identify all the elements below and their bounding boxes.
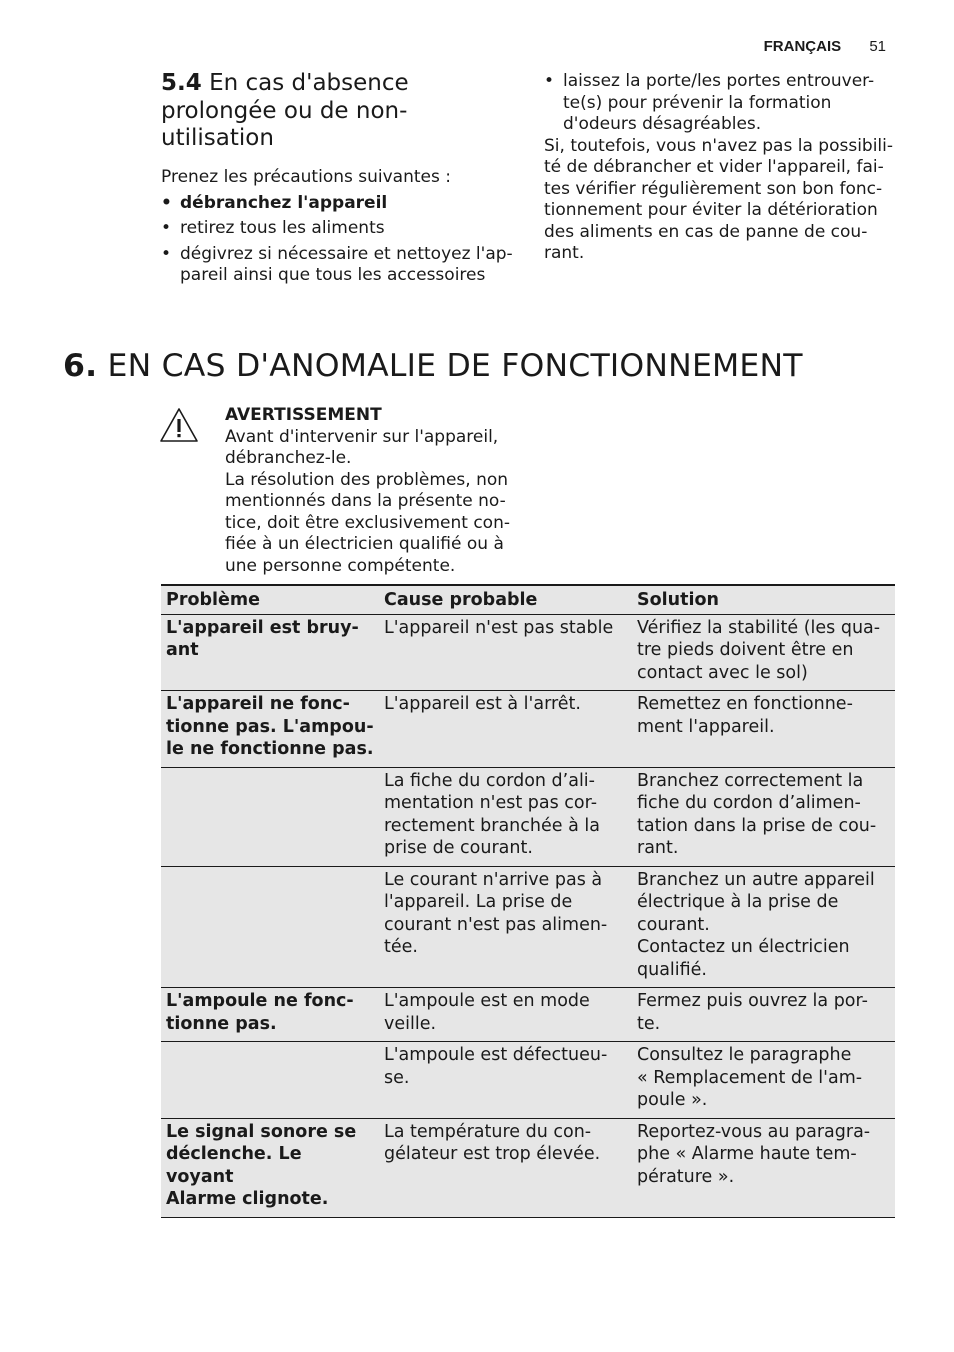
door-list: [544, 71, 904, 136]
problem-cell: L'ampoule ne fonc- tionne pas.: [161, 988, 379, 1042]
page-header: [764, 38, 886, 55]
warning-block: [225, 405, 525, 577]
table-row: [161, 691, 895, 768]
cause-cell: L'appareil est à l'arrêt.: [379, 691, 632, 768]
cause-cell: L'appareil n'est pas stable: [379, 614, 632, 691]
table-row: [161, 988, 895, 1042]
problem-cell: Le signal sonore se déclenche. Le voyant Alarme clignote.: [161, 1118, 379, 1217]
solution-cell: Branchez un autre appareil électrique à la prise de courant. Contactez un électricien qualifié.: [632, 866, 895, 988]
cause-cell: Le courant n'arrive pas à l'appareil. La prise de courant n'est pas alimen- tée.: [379, 866, 632, 988]
warning-triangle-icon: [159, 407, 199, 443]
cause-cell: La fiche du cordon d’ali- mentation n'est pas cor- rectement branchée à la prise de courant.: [379, 767, 632, 866]
table-row: [161, 1042, 895, 1119]
problem-cell: [161, 1042, 379, 1119]
warning-title: AVERTISSEMENT: [225, 405, 382, 425]
column-header-problem: Problème: [161, 585, 379, 614]
page-number: 51: [869, 38, 886, 55]
column-header-cause: Cause probable: [379, 585, 632, 614]
absence-paragraph: Si, toutefois, vous n'avez pas la possibili- té de débrancher et vider l'appareil, fai- tes vérifier régulièrement son bon fonc- tionnement pour éviter la détérioration des aliments en cas de panne de cou- rant.: [544, 135, 894, 263]
header-language: FRANÇAIS: [763, 38, 842, 55]
section-6-heading: [63, 346, 803, 386]
heading-line: prolongée ou de non-: [161, 97, 408, 124]
solution-cell: Fermez puis ouvrez la por- te.: [632, 988, 895, 1042]
list-item: • dégivrez si nécessaire et nettoyez l'ap- pareil ainsi que tous les accessoires: [161, 244, 521, 287]
section-6-title: EN CAS D'ANOMALIE DE FONCTIONNEMENT: [107, 348, 803, 384]
cause-cell: L'ampoule est défectueu- se.: [379, 1042, 632, 1119]
list-item: • laissez la porte/les portes entrouver- te(s) pour prévenir la formation d'odeurs désagréables.: [544, 71, 904, 136]
precautions-list: [161, 193, 521, 287]
troubleshooting-table: [161, 584, 895, 1218]
section-5-4-heading: [161, 70, 501, 153]
solution-cell: Vérifiez la stabilité (les qua- tre pieds doivent être en contact avec le sol): [632, 614, 895, 691]
section-5-4-number: 5.4: [161, 70, 202, 96]
intro-text: Prenez les précautions suivantes :: [161, 167, 451, 187]
table-row: [161, 767, 895, 866]
cause-cell: L'ampoule est en mode veille.: [379, 988, 632, 1042]
solution-cell: Reportez-vous au paragra- phe « Alarme haute tem- pérature ».: [632, 1118, 895, 1217]
solution-cell: Branchez correctement la fiche du cordon d’alimen- tation dans la prise de cou- rant.: [632, 767, 895, 866]
problem-cell: [161, 866, 379, 988]
section-5-4-right-column: [544, 71, 904, 265]
problem-cell: L'appareil est bruy- ant: [161, 614, 379, 691]
solution-cell: Consultez le paragraphe « Remplacement de l'am- poule ».: [632, 1042, 895, 1119]
table-row: [161, 1118, 895, 1217]
table-header-row: [161, 585, 895, 614]
table-row: [161, 614, 895, 691]
list-item: • retirez tous les aliments: [161, 218, 521, 240]
warning-text: Avant d'intervenir sur l'appareil, débranchez-le. La résolution des problèmes, non mentionnés dans la présente no- tice, doit être exclusivement con- fiée à un électricien qualifié ou à une personne compétente.: [225, 426, 510, 576]
heading-line: En cas d'absence: [209, 70, 409, 96]
column-header-solution: Solution: [632, 585, 895, 614]
list-item: • débranchez l'appareil: [161, 193, 521, 215]
problem-cell: L'appareil ne fonc- tionne pas. L'ampou- le ne fonctionne pas.: [161, 691, 379, 768]
solution-cell: Remettez en fonctionne- ment l'appareil.: [632, 691, 895, 768]
problem-cell: [161, 767, 379, 866]
heading-line: utilisation: [161, 125, 274, 151]
cause-cell: La température du con- gélateur est trop élevée.: [379, 1118, 632, 1217]
table-row: [161, 866, 895, 988]
section-5-4-body: [161, 167, 521, 287]
section-6-number: 6.: [63, 348, 98, 384]
